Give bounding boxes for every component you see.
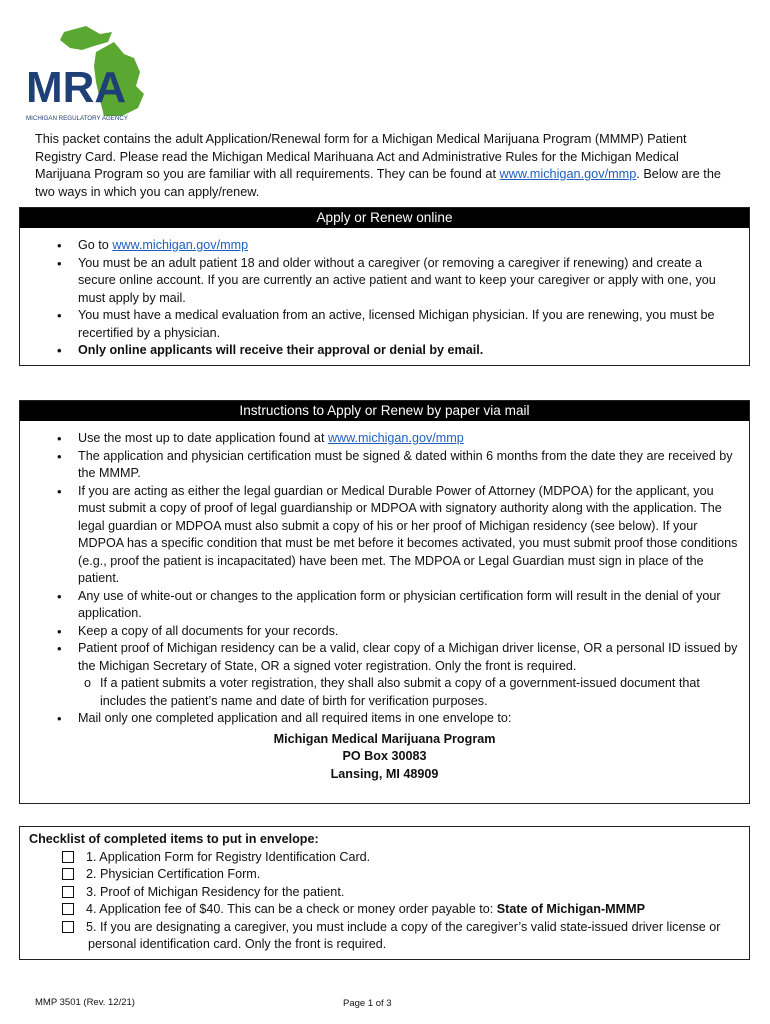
address-line-2: PO Box 30083 — [342, 749, 427, 763]
checklist-item: 1. Application Form for Registry Identification Card. — [29, 849, 749, 867]
sub-list-item: o If a patient submits a voter registration, they shall also submit a copy of a government-issued document that includes the patient’s name and date of birth for verification purposes. — [100, 675, 739, 710]
list-item: • Go to www.michigan.gov/mmp — [78, 237, 749, 255]
checkbox[interactable] — [62, 886, 74, 898]
list-item: • The application and physician certification must be signed & dated within 6 months from the date they are received by the MMMP. — [78, 448, 749, 483]
list-item: • Any use of white-out or changes to the application form or physician certification form will result in the denial of your application. — [78, 588, 749, 623]
list-item: • Use the most up to date application found at www.michigan.gov/mmp — [78, 430, 749, 448]
michigan-map-icon — [24, 24, 156, 124]
paper-link[interactable]: www.michigan.gov/mmp — [327, 431, 464, 445]
checklist-title: Checklist of completed items to put in envelope: — [29, 832, 319, 846]
intro-paragraph — [35, 131, 725, 201]
checklist-item: 4. Application fee of $40. This can be a check or money order payable to: State of Michigan-MMMP — [29, 901, 749, 919]
mra-logo — [24, 24, 156, 124]
list-item: • Patient proof of Michigan residency can be a valid, clear copy of a Michigan driver license, OR a personal ID issued by the Michigan Secretary of State, OR a signed voter registration. Only the front is required. o If a patient submits a voter registration, they shall also submit a copy of a government-issued document that includes the patient’s name and date of birth for verification purposes. — [78, 640, 749, 710]
paper-list — [20, 430, 749, 728]
checklist-item: 3. Proof of Michigan Residency for the patient. — [29, 884, 749, 902]
page-number: Page 1 of 3 — [343, 998, 392, 1009]
logo-letters: MRA — [26, 63, 127, 112]
checkbox[interactable] — [62, 868, 74, 880]
intro-text: This packet contains the adult Application/Renewal form for a Michigan Medical Marijuana Program (MMMP) Patient Registry Card. Please read the Michigan Medical Marihuana Act and Administrative Rules for the Michigan Medical Marijuana Program so you are familiar with all requirements. They can be found at — [35, 132, 687, 181]
list-item: • Mail only one completed application and all required items in one envelope to: — [78, 710, 749, 728]
address-line-1: Michigan Medical Marijuana Program — [273, 731, 496, 746]
paper-section — [19, 400, 750, 804]
address-line-3: Lansing, MI 48909 — [330, 766, 439, 781]
online-section — [19, 207, 750, 366]
online-list — [20, 237, 749, 360]
intro-link[interactable]: www.michigan.gov/mmp — [499, 167, 637, 181]
logo-agency: MICHIGAN REGULATORY AGENCY — [26, 115, 129, 122]
list-item: • You must be an adult patient 18 and older without a caregiver (or removing a caregiver if renewing) and create a secure online account. If you are currently an active patient and want to keep your caregiver or apply with one, you must apply by mail. — [78, 255, 749, 308]
checklist-section — [19, 826, 750, 960]
online-link[interactable]: www.michigan.gov/mmp — [112, 238, 249, 252]
checkbox[interactable] — [62, 851, 74, 863]
sub-list — [78, 675, 739, 710]
online-heading: Apply or Renew online — [20, 208, 749, 228]
list-item: • Only online applicants will receive their approval or denial by email. — [78, 342, 749, 360]
list-item: • Keep a copy of all documents for your records. — [78, 623, 749, 641]
checkbox[interactable] — [62, 903, 74, 915]
list-item: • If you are acting as either the legal guardian or Medical Durable Power of Attorney (MDPOA) for the applicant, you must submit a copy of proof of legal guardianship or MDPOA with signatory authority along with the application. The legal guardian or MDPOA must also submit a copy of his or her proof of Michigan residency (see below). If your MDPOA has a specific condition that must be met before it becomes activated, you must submit proof those conditions (e.g., proof the patient is incapacitated) have been met. The MDPOA or Legal Guardian must sign in place of the patient. — [78, 483, 749, 588]
paper-heading: Instructions to Apply or Renew by paper via mail — [20, 401, 749, 421]
checkbox[interactable] — [62, 921, 74, 933]
checklist-item: 5. If you are designating a caregiver, you must include a copy of the caregiver’s valid state-issued driver license or — [29, 919, 749, 937]
checklist-item-continued: personal identification card. Only the front is required. — [88, 937, 387, 951]
checklist-item: 2. Physician Certification Form. — [29, 866, 749, 884]
list-item: • You must have a medical evaluation from an active, licensed Michigan physician. If you are renewing, you must be recertified by a physician. — [78, 307, 749, 342]
form-id: MMP 3501 (Rev. 12/21) — [35, 997, 135, 1008]
intro-text-end: . Below are the two ways in which you can apply/renew. — [35, 167, 721, 199]
mailing-address — [20, 731, 749, 784]
